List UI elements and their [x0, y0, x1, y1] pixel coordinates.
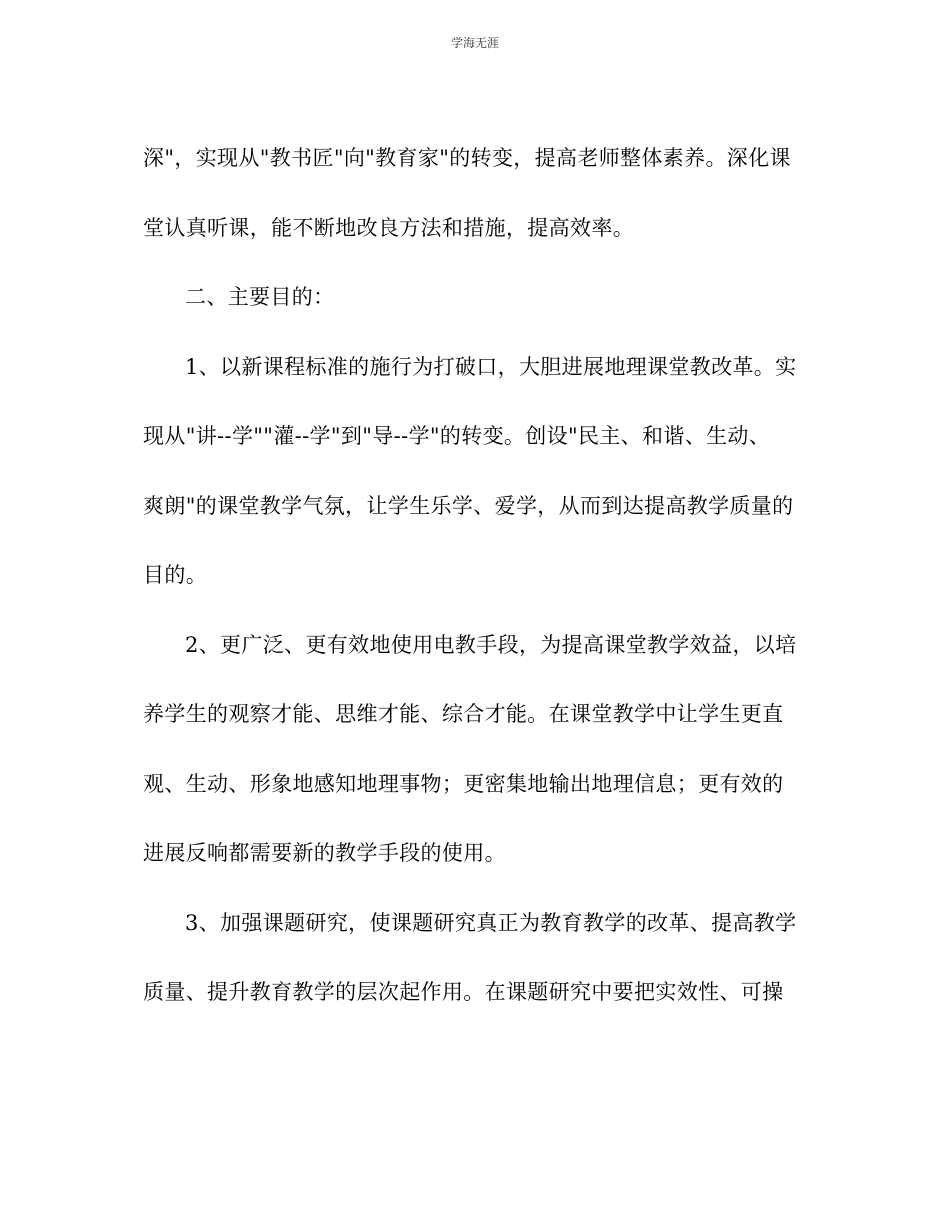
paragraph-line: 现从"讲--学""灌--学"到"导--学"的转变。创设"民主、和谐、生动、	[143, 424, 771, 448]
paragraph-line: 深"，实现从"教书匠"向"教育家"的转变，提高老师整体素养。深化课	[143, 146, 791, 170]
paragraph-line: 质量、提升教育教学的层次起作用。在课题研究中要把实效性、可操	[143, 980, 784, 1004]
paragraph-line: 3、加强课题研究，使课题研究真正为教育教学的改革、提高教学	[185, 910, 797, 935]
document-body	[143, 124, 808, 1028]
section-heading: 二、主要目的：	[185, 285, 335, 309]
paragraph-line: 爽朗"的课堂教学气氛，让学生乐学、爱学，从而到达提高教学质量的	[143, 493, 794, 518]
page-header: 学海无涯	[450, 36, 499, 50]
paragraph-line: 堂认真听课，能不断地改良方法和措施，提高效率。	[143, 215, 635, 240]
paragraph-line: 2、更广泛、更有效地使用电教手段，为提高课堂教学效益，以培	[185, 632, 797, 657]
paragraph-line: 进展反响都需要新的教学手段的使用。	[143, 841, 506, 865]
paragraph-line: 观、生动、形象地感知地理事物；更密集地输出地理信息；更有效的	[143, 771, 784, 796]
paragraph-line: 养学生的观察才能、思维才能、综合才能。在课堂教学中让学生更直	[143, 702, 784, 726]
paragraph-line: 目的。	[143, 563, 208, 587]
paragraph-line: 1、以新课程标准的施行为打破口，大胆进展地理课堂教改革。实	[185, 354, 797, 379]
